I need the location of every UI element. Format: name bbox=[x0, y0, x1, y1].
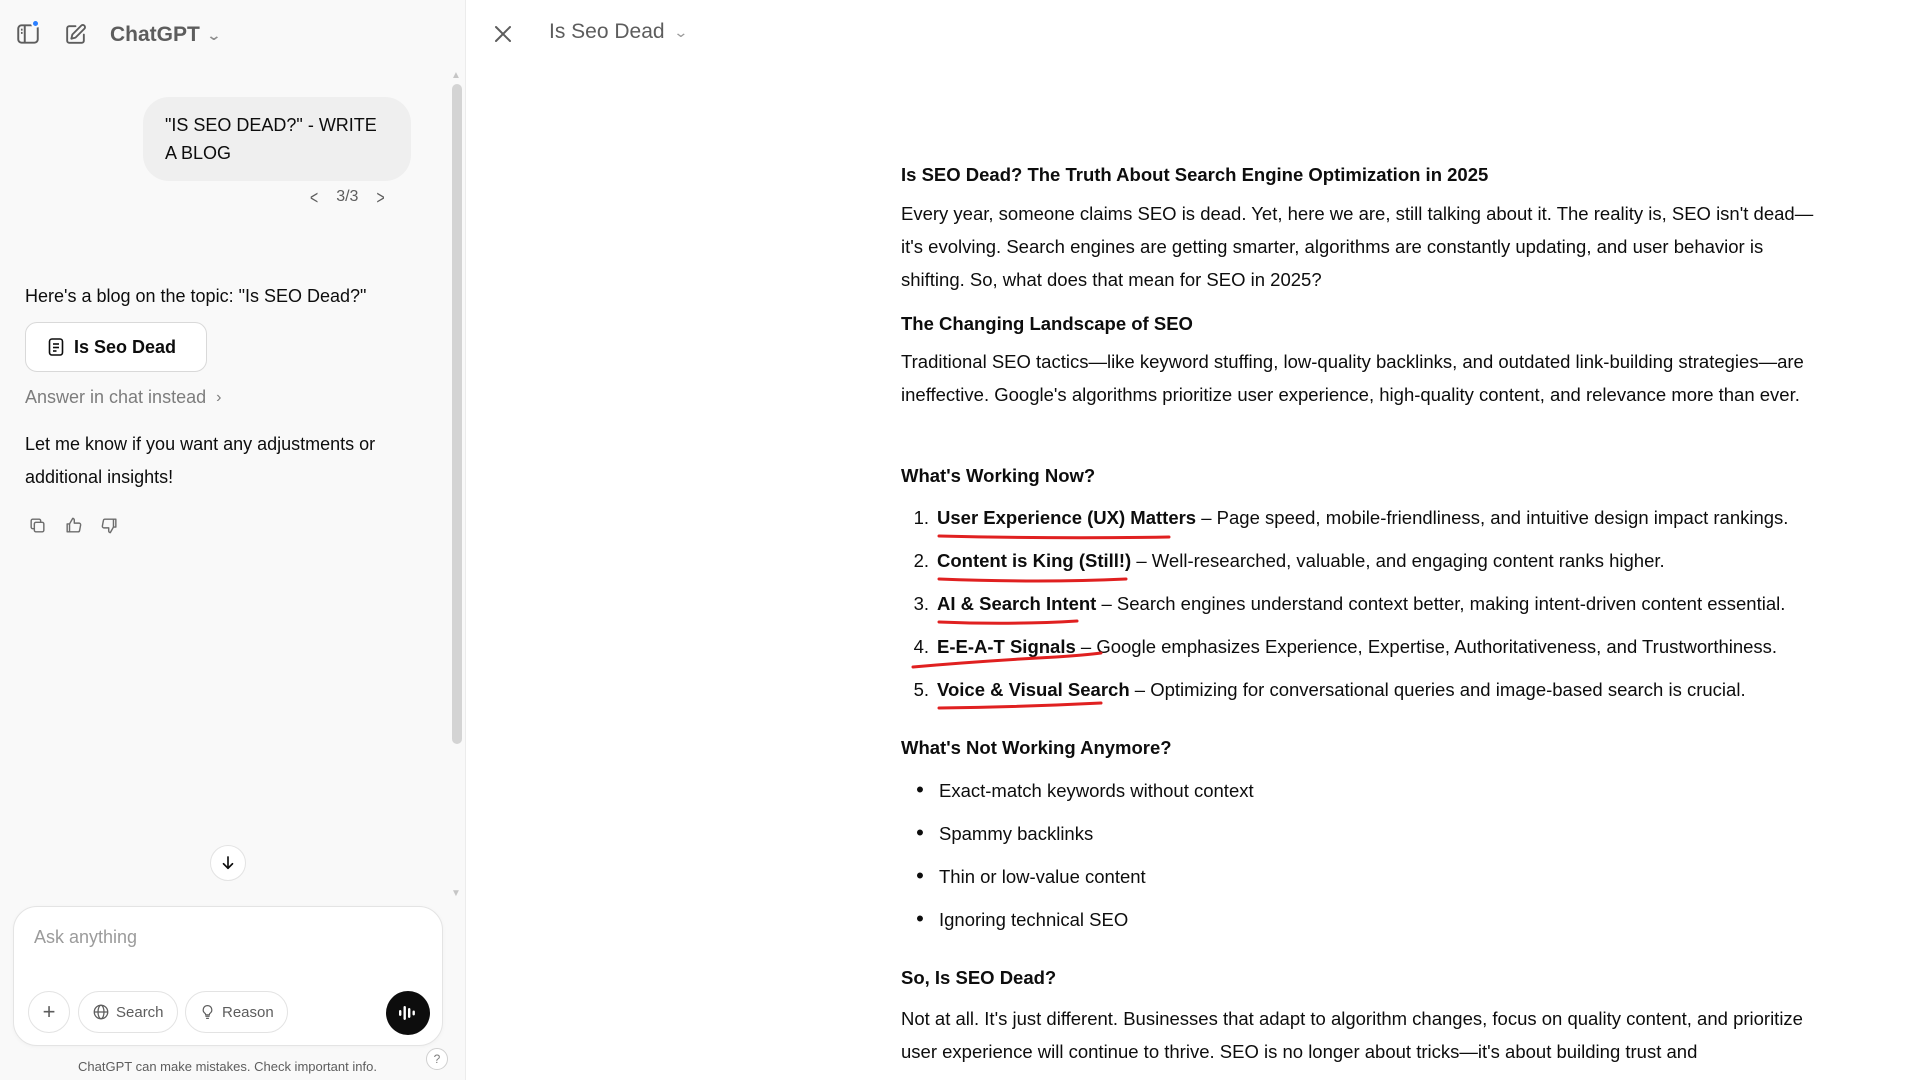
search-label: Search bbox=[116, 1003, 164, 1021]
message-actions bbox=[25, 513, 121, 537]
doc-heading: Is SEO Dead? The Truth About Search Engine Optimization in 2025 bbox=[901, 164, 1489, 185]
canvas-doc-card[interactable] bbox=[25, 322, 207, 372]
section-heading-not-working: What's Not Working Anymore? bbox=[901, 737, 1172, 758]
list-item: 1. User Experience (UX) Matters – Page speed, mobile-friendliness, and intuitive design impact rankings. bbox=[913, 507, 1789, 528]
arrow-down-icon bbox=[219, 854, 237, 872]
composer bbox=[13, 906, 443, 1046]
scroll-to-bottom-button[interactable] bbox=[210, 845, 246, 881]
chevron-left-icon[interactable]: < bbox=[310, 185, 319, 209]
new-chat-button[interactable] bbox=[57, 16, 93, 52]
section-body-landscape: Traditional SEO tactics—like keyword stuffing, low-quality backlinks, and outdated link-building strategies—are ineffective. Google's algorithms prioritize user experience, high-quality content, and relevance more than ever. bbox=[901, 351, 1804, 405]
chevron-down-icon: ⌄ bbox=[206, 26, 222, 43]
list-item: • Thin or low-value content bbox=[916, 863, 1146, 888]
app-name: ChatGPT bbox=[110, 23, 200, 46]
voice-mode-button[interactable] bbox=[386, 991, 430, 1035]
list-item: 3. AI & Search Intent – Search engines understand context better, making intent-driven content essential. bbox=[913, 593, 1786, 614]
reason-label: Reason bbox=[222, 1003, 274, 1021]
copy-icon[interactable] bbox=[25, 513, 49, 537]
answer-link-label: Answer in chat instead bbox=[25, 387, 207, 407]
canvas-panel bbox=[467, 0, 1920, 1080]
chat-panel bbox=[0, 0, 466, 1080]
user-message: "IS SEO DEAD?" - WRITE A BLOG bbox=[143, 97, 411, 181]
composer-input[interactable]: Ask anything bbox=[34, 927, 138, 947]
chevron-right-icon[interactable]: > bbox=[376, 185, 385, 209]
help-button[interactable]: ? bbox=[426, 1048, 448, 1070]
canvas-title-selector[interactable] bbox=[549, 20, 689, 44]
answer-in-chat-link[interactable] bbox=[25, 387, 221, 408]
doc-card-label: Is Seo Dead bbox=[74, 336, 177, 357]
document-icon bbox=[48, 338, 64, 356]
sidebar-toggle-button[interactable] bbox=[10, 16, 46, 52]
scroll-up-arrow[interactable]: ▲ bbox=[451, 70, 461, 81]
list-item: • Ignoring technical SEO bbox=[916, 906, 1129, 931]
section-heading-landscape: The Changing Landscape of SEO bbox=[901, 313, 1193, 334]
section-heading-conclusion: So, Is SEO Dead? bbox=[901, 967, 1057, 988]
section-heading-working: What's Working Now? bbox=[901, 465, 1096, 486]
doc-intro: Every year, someone claims SEO is dead. Yet, here we are, still talking about it. The reality is, SEO isn't dead—it's evolving. Search engines are getting smarter, algorithms are constantly updating, and user behavior is shifting. So, what does that mean for SEO in 2025? bbox=[901, 203, 1814, 290]
globe-icon bbox=[92, 1003, 110, 1021]
pager-count: 3/3 bbox=[336, 188, 359, 205]
unread-dot bbox=[31, 19, 40, 28]
list-item: • Exact-match keywords without context bbox=[916, 777, 1254, 802]
list-item: • Spammy backlinks bbox=[916, 820, 1094, 845]
model-selector[interactable] bbox=[110, 18, 220, 52]
disclaimer: ChatGPT can make mistakes. Check important info. bbox=[78, 1059, 377, 1074]
canvas-title: Is Seo Dead bbox=[549, 20, 665, 43]
section-body-conclusion: Not at all. It's just different. Businesses that adapt to algorithm changes, focus on quality content, and prioritize user experience will continue to thrive. SEO is no longer about tricks—it's about building trust and bbox=[901, 1008, 1803, 1062]
search-button[interactable] bbox=[78, 991, 178, 1033]
plus-icon: + bbox=[42, 999, 56, 1024]
scroll-down-arrow[interactable]: ▼ bbox=[451, 888, 461, 899]
list-item: 5. Voice & Visual Search – Optimizing for conversational queries and image-based search is crucial. bbox=[913, 679, 1746, 700]
thumbs-down-icon[interactable] bbox=[97, 513, 121, 537]
lightbulb-icon bbox=[199, 1003, 216, 1021]
list-item: 2. Content is King (Still!) – Well-researched, valuable, and engaging content ranks higher. bbox=[913, 550, 1665, 571]
chat-scrollbar[interactable] bbox=[452, 84, 462, 744]
close-canvas-button[interactable] bbox=[487, 18, 519, 50]
reason-button[interactable] bbox=[185, 991, 288, 1033]
list-item: 4. E-E-A-T Signals – Google emphasizes Experience, Expertise, Authoritativeness, and Trustworthiness. bbox=[913, 636, 1778, 657]
close-icon bbox=[493, 24, 513, 44]
chat-header bbox=[0, 0, 466, 68]
thumbs-up-icon[interactable] bbox=[61, 513, 85, 537]
chevron-right-icon: › bbox=[216, 388, 222, 406]
attach-button[interactable] bbox=[28, 991, 70, 1033]
chevron-down-icon: ⌄ bbox=[672, 23, 689, 40]
voice-icon bbox=[398, 1004, 418, 1022]
response-pager bbox=[310, 185, 385, 209]
assistant-intro: Here's a blog on the topic: "Is SEO Dead?" bbox=[25, 286, 367, 306]
assistant-outro: Let me know if you want any adjustments or additional insights! bbox=[25, 434, 376, 487]
new-chat-icon bbox=[63, 22, 88, 47]
